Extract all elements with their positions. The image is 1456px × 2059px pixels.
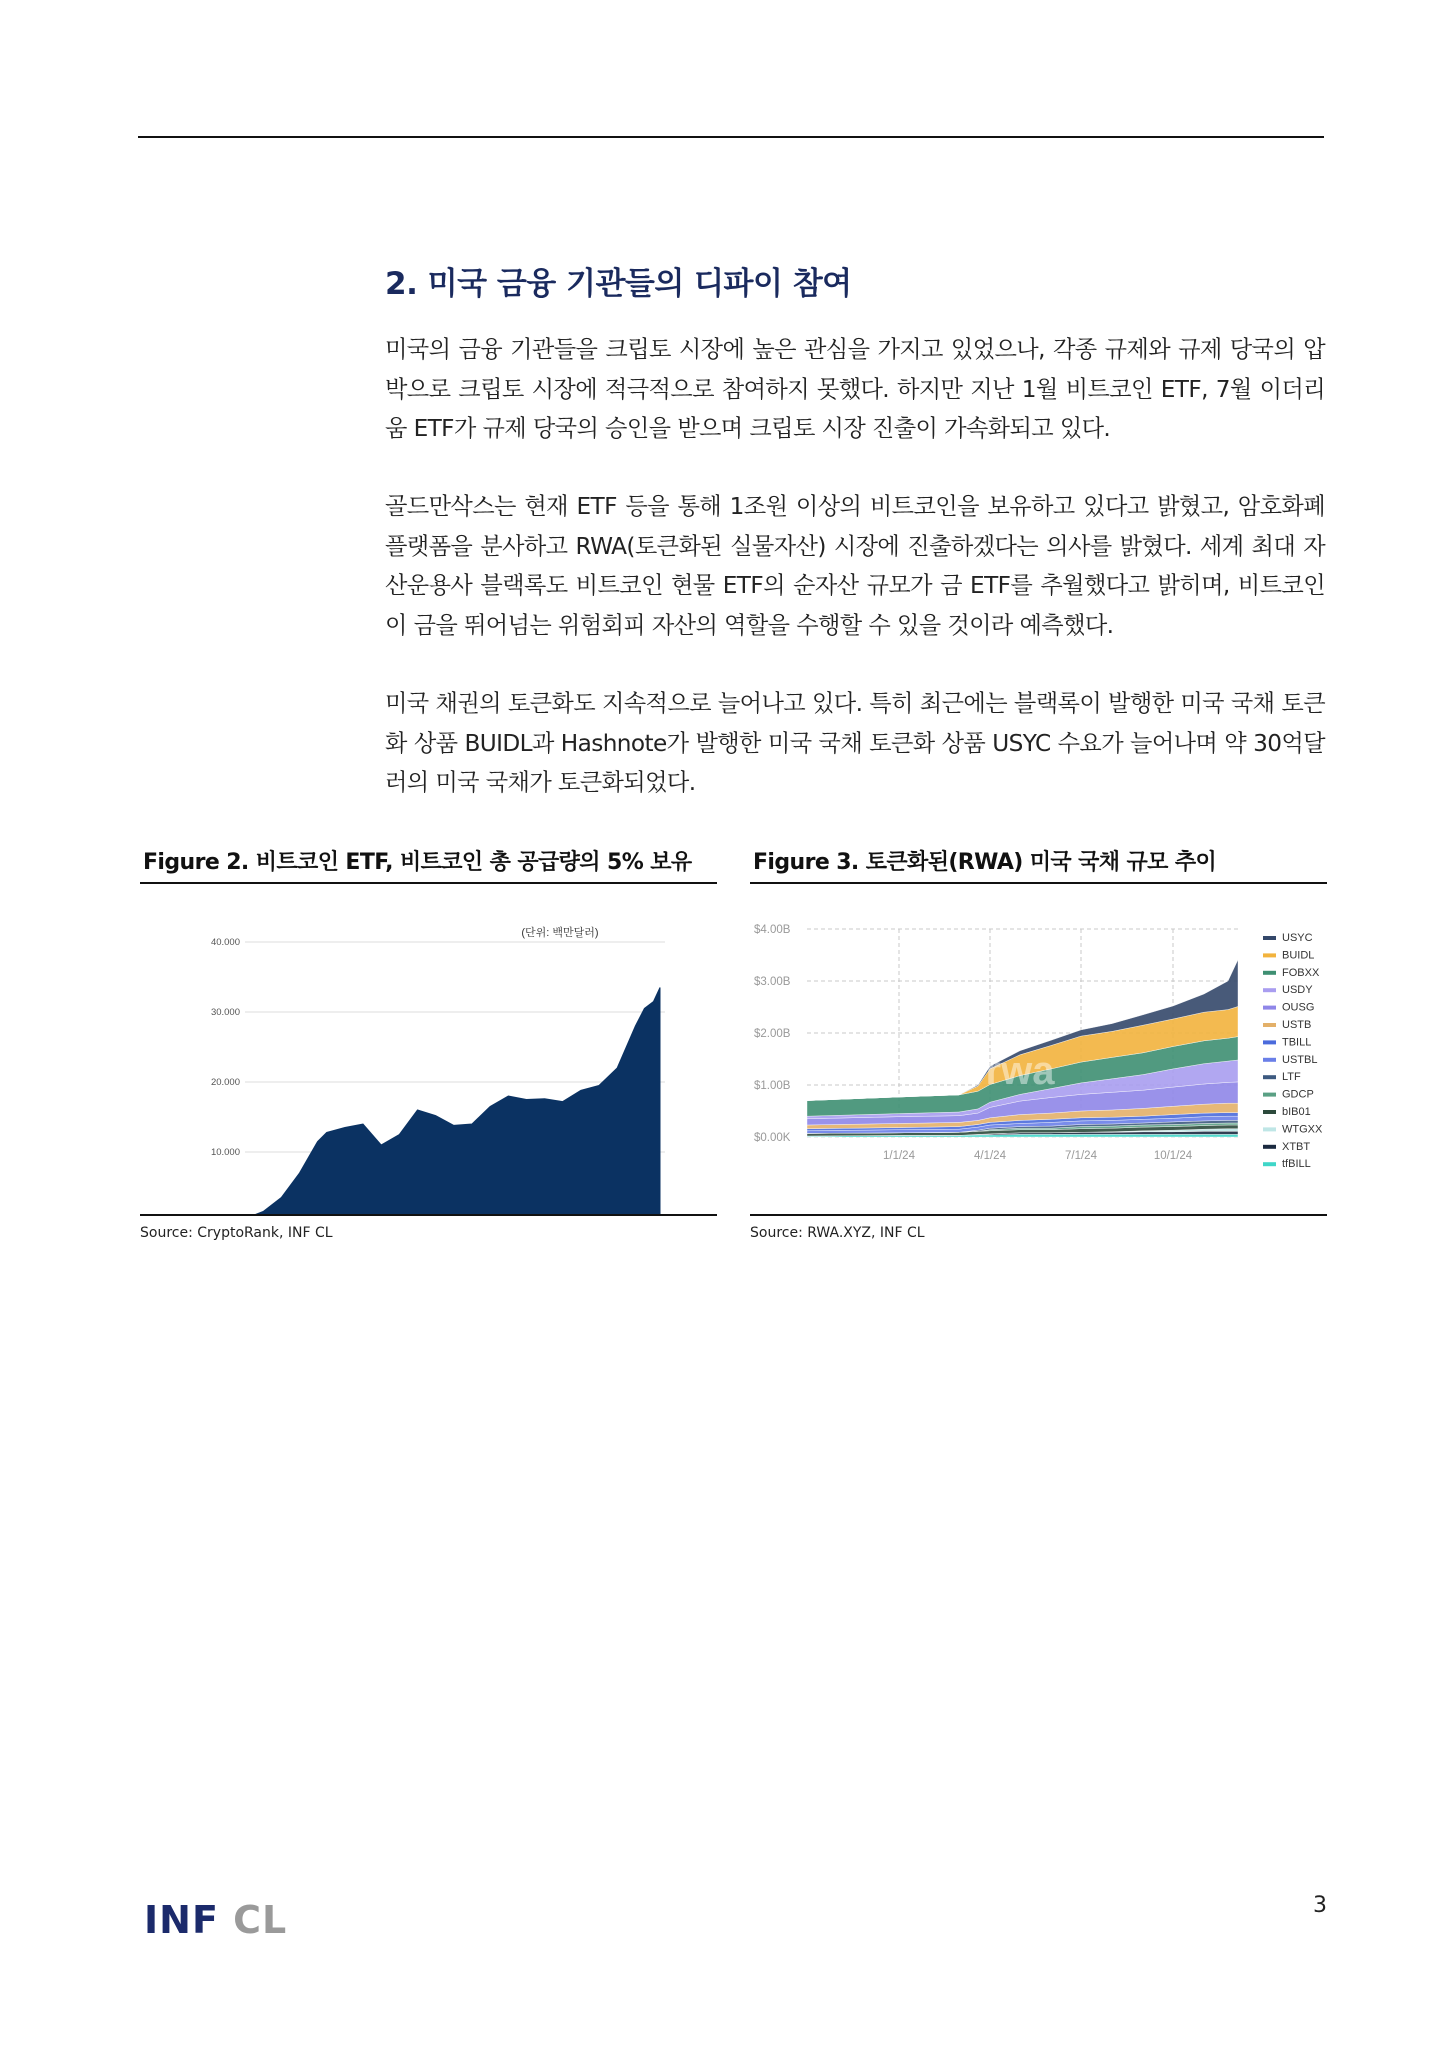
y-tick-label: $4.00B bbox=[754, 924, 791, 936]
y-tick-label: $0.00K bbox=[754, 1132, 791, 1144]
legend-swatch-ousg bbox=[1263, 1006, 1276, 1010]
figure-2-source: Source: CryptoRank, INF CL bbox=[140, 1225, 333, 1241]
legend-label-wtgxx: WTGXX bbox=[1282, 1123, 1323, 1136]
figure-2-body bbox=[140, 884, 717, 1174]
paragraph-1: 미국의 금융 기관들을 크립토 시장에 높은 관심을 가지고 있었으나, 각종 규제와 규제 당국의 압박으로 크립토 시장에 적극적으로 참여하지 못했다. 하지만 지난 1월 비트코인 ETF, 7월 이더리움 ETF가 규제 당국의 승인을 받으며 크립토 시장 진출이 가속화되고 있다. bbox=[385, 336, 1325, 442]
figure-3 bbox=[750, 845, 1327, 1241]
section-title: 2. 미국 금융 기관들의 디파이 참여 bbox=[385, 266, 852, 302]
legend-label-bib01: bIB01 bbox=[1282, 1106, 1311, 1118]
legend-label-tfbill: tfBILL bbox=[1282, 1158, 1311, 1171]
logo-part-inf: INF bbox=[144, 1898, 219, 1942]
paragraph-2: 골드만삭스는 현재 ETF 등을 통해 1조원 이상의 비트코인을 보유하고 있다고 밝혔고, 암호화폐 플랫폼을 분사하고 RWA(토큰화된 실물자산) 시장에 진출하겠다는 의사를 밝혔다. 세계 최대 자산운용사 블랙록도 비트코인 현물 ETF의 순자산 규모가 금 ETF를 추월했다고 밝히며, 비트코인이 금을 뛰어넘는 위험회피 자산의 역할을 수행할 수 있을 것이라 예측했다. bbox=[385, 493, 1325, 639]
y-tick-label: 20.000 bbox=[210, 1077, 240, 1088]
page-number: 3 bbox=[1313, 1893, 1327, 1918]
logo-part-cl: CL bbox=[233, 1898, 288, 1942]
legend-swatch-usyc bbox=[1263, 936, 1276, 940]
legend-swatch-tfbill bbox=[1263, 1162, 1276, 1166]
y-tick-label: $3.00B bbox=[754, 976, 791, 988]
y-tick-label: 10.000 bbox=[210, 1147, 240, 1158]
x-tick-label: 1/1/24 bbox=[883, 1150, 915, 1162]
legend-swatch-usdy bbox=[1263, 988, 1276, 992]
legend-label-fobxx: FOBXX bbox=[1282, 966, 1320, 979]
legend-swatch-buidl bbox=[1263, 953, 1276, 957]
legend-swatch-gdcp bbox=[1263, 1093, 1276, 1097]
legend-label-gdcp: GDCP bbox=[1282, 1088, 1314, 1101]
legend-label-tbill: TBILL bbox=[1282, 1036, 1312, 1049]
legend-label-usdy: USDY bbox=[1282, 984, 1313, 997]
legend-swatch-tbill bbox=[1263, 1040, 1276, 1044]
figure-2 bbox=[140, 845, 717, 1241]
legend-label-ustbl: USTBL bbox=[1282, 1053, 1318, 1066]
y-tick-label: $2.00B bbox=[754, 1028, 791, 1040]
inf-cl-logo bbox=[144, 1898, 287, 1942]
legend-swatch-ltf bbox=[1263, 1075, 1276, 1079]
figure-3-source: Source: RWA.XYZ, INF CL bbox=[750, 1225, 925, 1241]
figure-3-bottom-rule bbox=[750, 1214, 1327, 1216]
legend-label-xtbt: XTBT bbox=[1282, 1140, 1311, 1153]
rwa-treasury-chart bbox=[750, 884, 1327, 1214]
paragraph-3: 미국 채권의 토큰화도 지속적으로 늘어나고 있다. 특히 최근에는 블랙록이 발행한 미국 국채 토큰화 상품 BUIDL과 Hashnote가 발행한 미국 국채 토큰화 상품 USYC 수요가 늘어나며 약 30억달러의 미국 국채가 토큰화되었다. bbox=[385, 690, 1325, 796]
legend-label-ustb: USTB bbox=[1282, 1019, 1312, 1031]
btc-etf-holdings-area bbox=[245, 988, 660, 1215]
rwa-watermark: rwa bbox=[985, 1049, 1055, 1093]
legend-swatch-fobxx bbox=[1263, 971, 1276, 975]
figure-2-title: Figure 2. 비트코인 ETF, 비트코인 총 공급량의 5% 보유 bbox=[143, 850, 692, 875]
x-tick-label: 10/1/24 bbox=[1153, 1150, 1193, 1162]
legend-swatch-wtgxx bbox=[1263, 1127, 1276, 1131]
y-tick-label: 40.000 bbox=[210, 937, 240, 948]
btc-etf-chart bbox=[140, 884, 717, 1214]
figure-3-body bbox=[750, 884, 1327, 1174]
y-tick-label: 30.000 bbox=[210, 1007, 240, 1018]
figure-2-unit-label: (단위: 백만달러) bbox=[521, 927, 599, 939]
legend-label-buidl: BUIDL bbox=[1282, 949, 1315, 962]
legend-label-ltf: LTF bbox=[1282, 1071, 1301, 1084]
header-rule bbox=[138, 136, 1324, 138]
figure-2-bottom-rule bbox=[140, 1214, 717, 1216]
figure-3-title: Figure 3. 토큰화된(RWA) 미국 국채 규모 추이 bbox=[753, 850, 1217, 875]
x-tick-label: 4/1/24 bbox=[974, 1150, 1006, 1162]
legend-swatch-xtbt bbox=[1263, 1145, 1276, 1149]
legend-swatch-bib01 bbox=[1263, 1110, 1276, 1114]
legend-swatch-ustb bbox=[1263, 1023, 1276, 1027]
y-tick-label: $1.00B bbox=[754, 1080, 791, 1092]
legend-label-ousg: OUSG bbox=[1282, 1001, 1315, 1014]
legend-swatch-ustbl bbox=[1263, 1058, 1276, 1062]
x-tick-label: 7/1/24 bbox=[1065, 1150, 1097, 1162]
legend-label-usyc: USYC bbox=[1282, 932, 1313, 944]
